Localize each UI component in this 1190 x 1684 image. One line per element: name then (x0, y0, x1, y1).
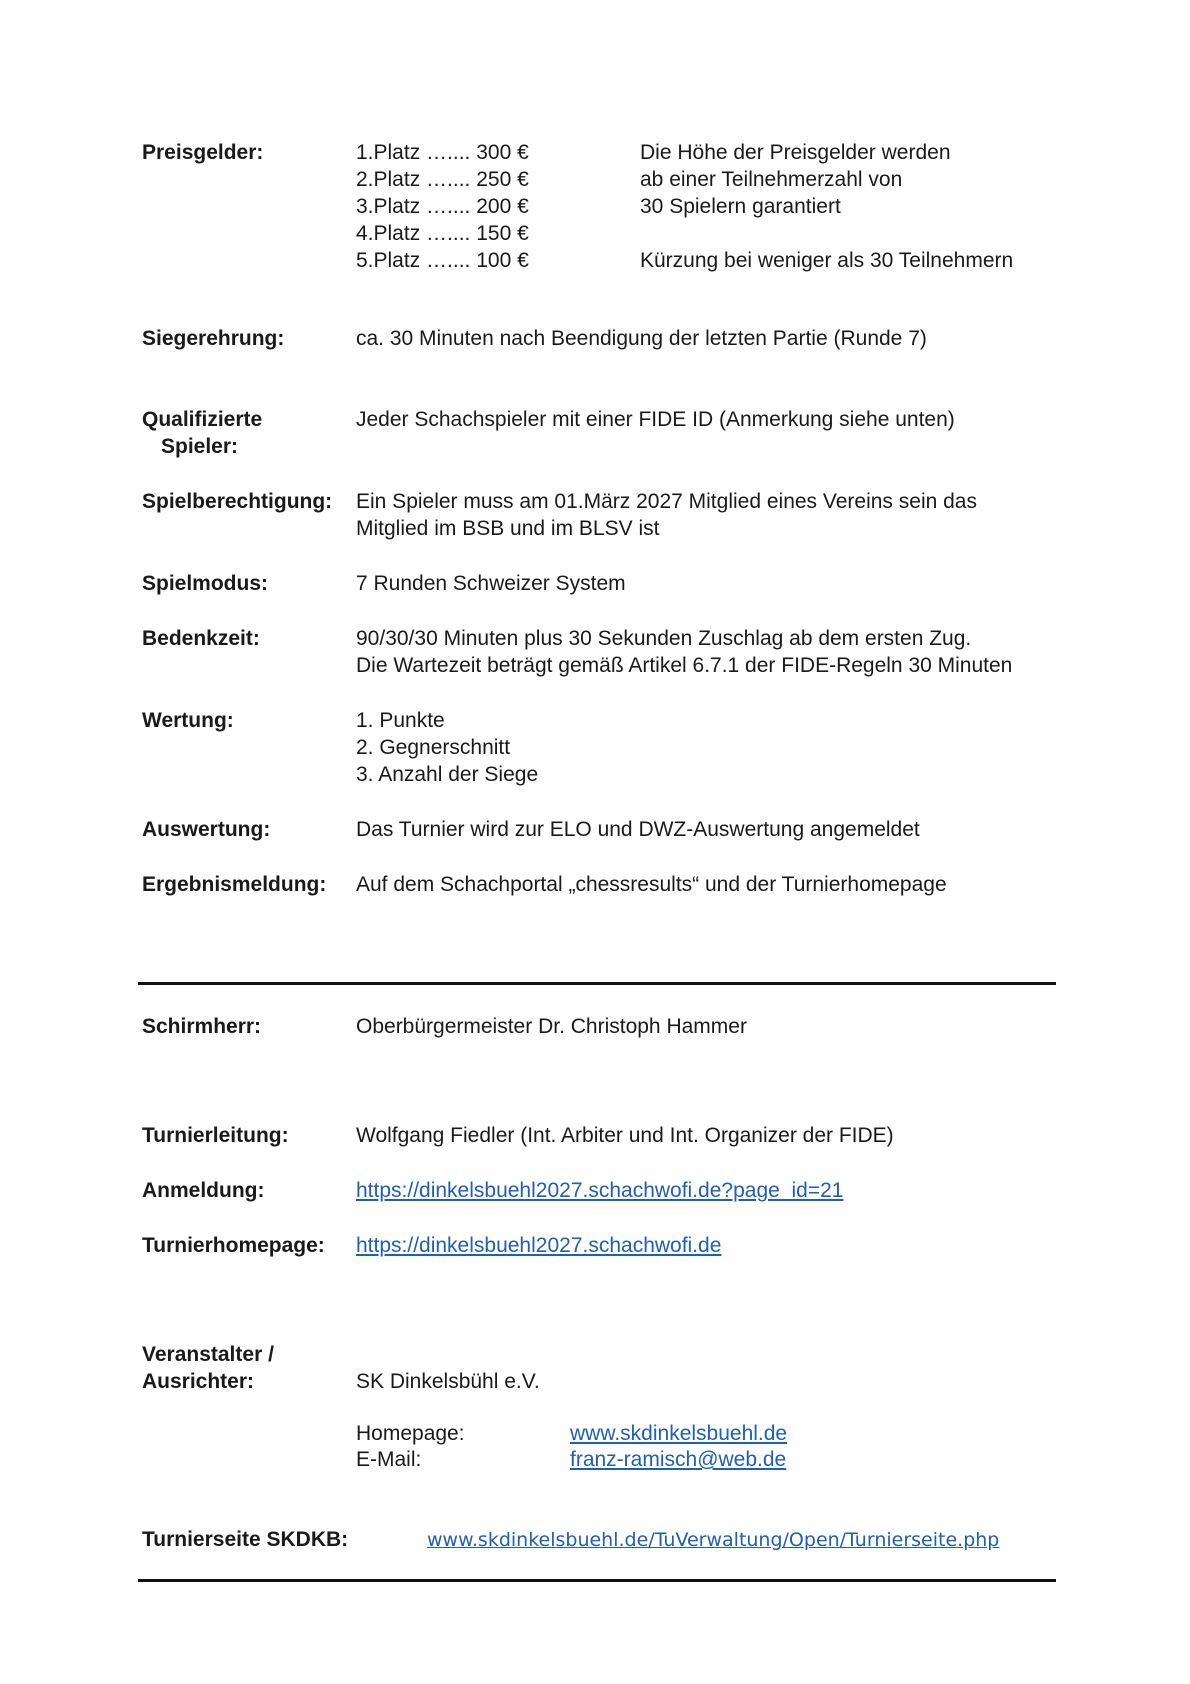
section-divider-bottom (138, 1579, 1056, 1582)
prize-place-5: 5.Platz ….... 100 € (356, 249, 529, 272)
qualified-label-line-2: Spieler: (161, 435, 239, 458)
prize-place-2: 2.Platz ….... 250 € (356, 168, 529, 191)
rating-label: Auswertung: (142, 818, 271, 841)
scoring-item-2: 2. Gegnerschnitt (356, 736, 511, 759)
organizer-label-line-2: Ausrichter: (142, 1370, 255, 1393)
prize-note-line-1: Die Höhe der Preisgelder werden (640, 141, 951, 164)
organizer-email-link[interactable]: franz-ramisch@web.de (570, 1448, 787, 1471)
rating-value: Das Turnier wird zur ELO und DWZ-Auswertung angemeldet (356, 818, 920, 841)
time-line-2: Die Wartezeit beträgt gemäß Artikel 6.7.1 der FIDE-Regeln 30 Minuten (356, 654, 1013, 677)
eligibility-line-2: Mitglied im BSB und im BLSV ist (356, 517, 660, 540)
mode-label: Spielmodus: (142, 572, 269, 595)
prize-note-line-2: ab einer Teilnehmerzahl von (640, 168, 903, 191)
homepage-link[interactable]: https://dinkelsbuehl2027.schachwofi.de (356, 1234, 722, 1257)
results-value: Auf dem Schachportal „chessresults“ und der Turnierhomepage (356, 873, 947, 896)
prize-note-line-3: 30 Spielern garantiert (640, 195, 841, 218)
time-line-1: 90/30/30 Minuten plus 30 Sekunden Zuschlag ab dem ersten Zug. (356, 627, 972, 650)
director-label: Turnierleitung: (142, 1124, 289, 1147)
registration-link[interactable]: https://dinkelsbuehl2027.schachwofi.de?page_id=21 (356, 1179, 844, 1202)
prize-place-1: 1.Platz ….... 300 € (356, 141, 529, 164)
patron-label: Schirmherr: (142, 1015, 262, 1038)
mode-value: 7 Runden Schweizer System (356, 572, 626, 595)
results-label: Ergebnismeldung: (142, 873, 327, 896)
club-page-link[interactable]: www.skdinkelsbuehl.de/TuVerwaltung/Open/Turnierseite.php (427, 1529, 1000, 1551)
club-page-label: Turnierseite SKDKB: (142, 1528, 349, 1551)
time-label: Bedenkzeit: (142, 627, 260, 650)
organizer-homepage-label: Homepage: (356, 1422, 465, 1445)
ceremony-value: ca. 30 Minuten nach Beendigung der letzten Partie (Runde 7) (356, 327, 927, 350)
prize-label: Preisgelder: (142, 141, 264, 164)
section-divider-top (138, 982, 1056, 985)
ceremony-label: Siegerehrung: (142, 327, 285, 350)
patron-value: Oberbürgermeister Dr. Christoph Hammer (356, 1015, 747, 1038)
prize-reduction-note: Kürzung bei weniger als 30 Teilnehmern (640, 249, 1014, 272)
registration-label: Anmeldung: (142, 1179, 265, 1202)
organizer-label-line-1: Veranstalter / (142, 1343, 274, 1366)
scoring-item-3: 3. Anzahl der Siege (356, 763, 539, 786)
organizer-email-label: E-Mail: (356, 1448, 422, 1471)
organizer-homepage-link[interactable]: www.skdinkelsbuehl.de (570, 1422, 788, 1445)
homepage-label: Turnierhomepage: (142, 1234, 325, 1257)
qualified-label-line-1: Qualifizierte (142, 408, 263, 431)
scoring-label: Wertung: (142, 709, 234, 732)
prize-place-3: 3.Platz ….... 200 € (356, 195, 529, 218)
scoring-item-1: 1. Punkte (356, 709, 445, 732)
eligibility-label: Spielberechtigung: (142, 490, 333, 513)
qualified-value: Jeder Schachspieler mit einer FIDE ID (Anmerkung siehe unten) (356, 408, 955, 431)
prize-place-4: 4.Platz ….... 150 € (356, 222, 529, 245)
director-value: Wolfgang Fiedler (Int. Arbiter und Int. Organizer der FIDE) (356, 1124, 894, 1147)
organizer-name: SK Dinkelsbühl e.V. (356, 1370, 540, 1393)
eligibility-line-1: Ein Spieler muss am 01.März 2027 Mitglied eines Vereins sein das (356, 490, 977, 513)
